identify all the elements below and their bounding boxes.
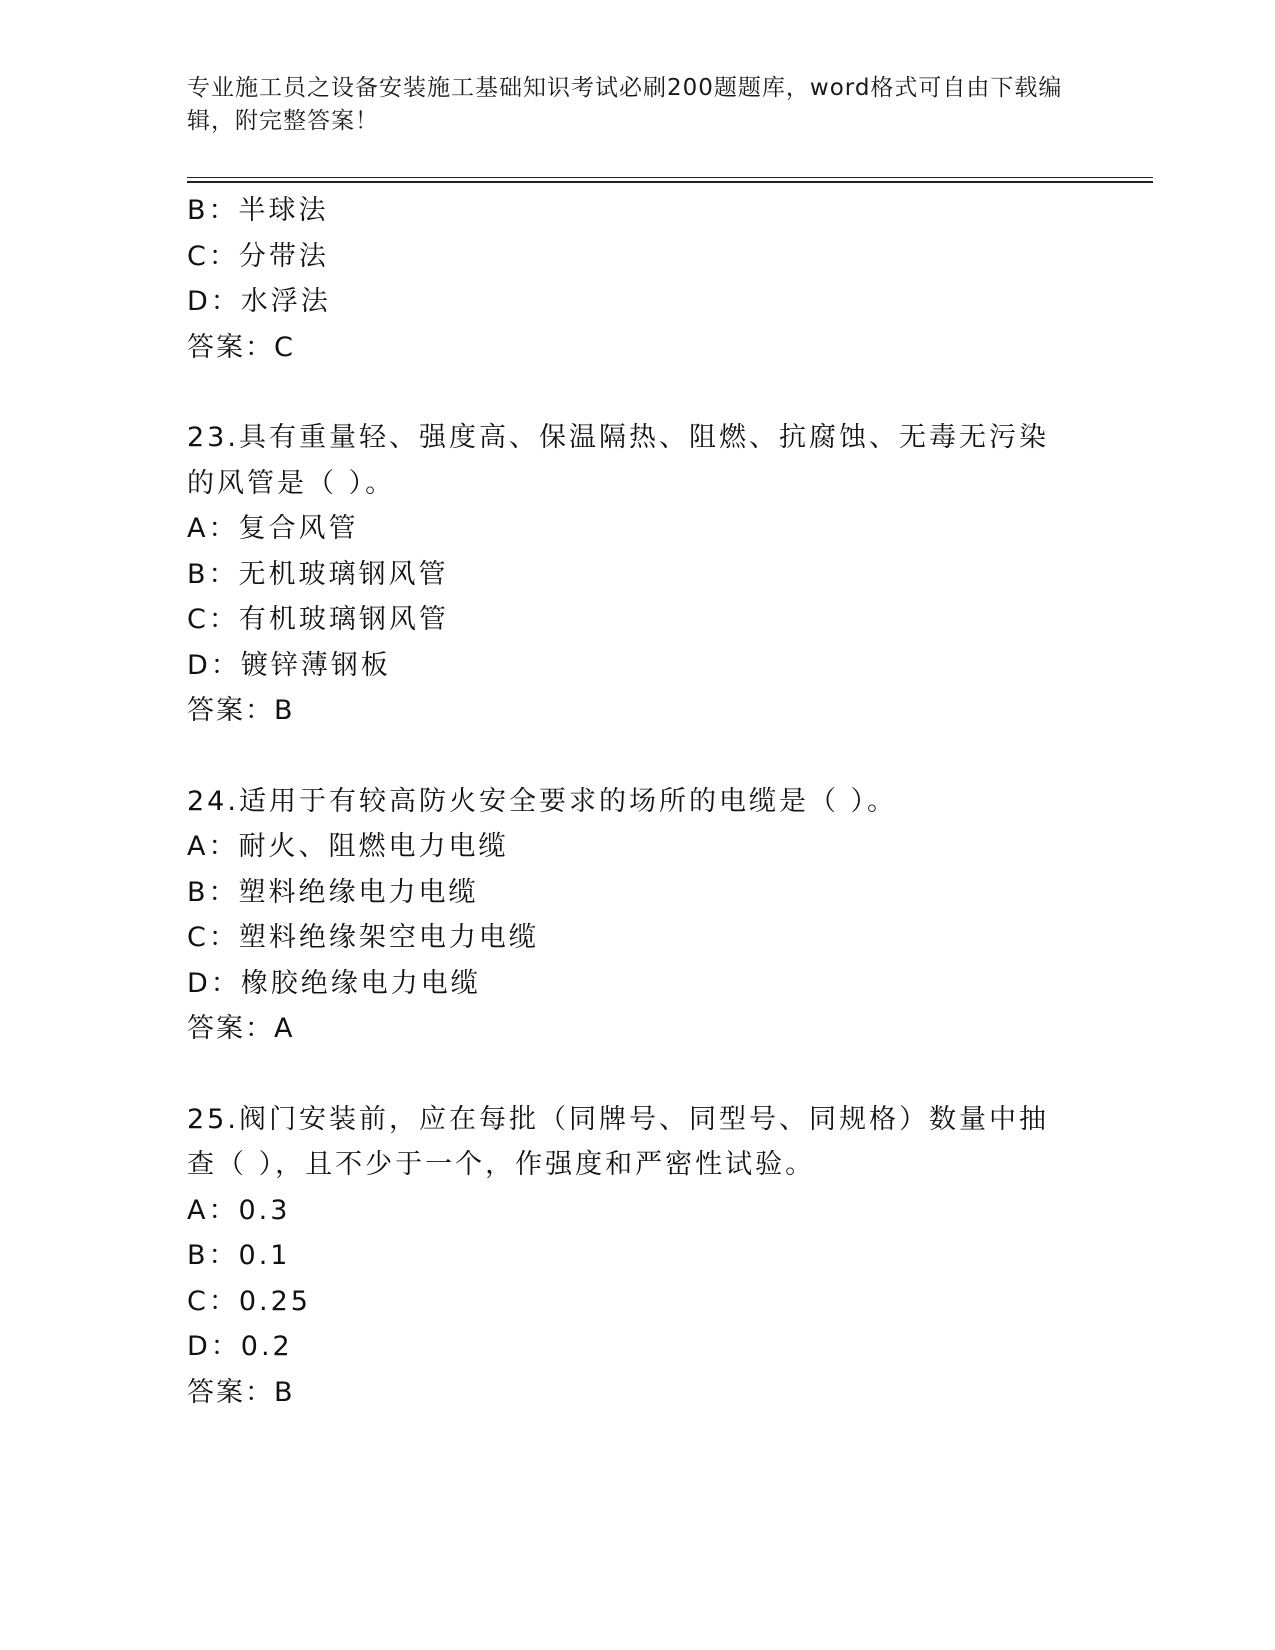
option-c: C：0.25: [187, 1285, 311, 1317]
option-a: A：复合风管: [187, 513, 359, 544]
question-24: [187, 779, 1087, 1052]
answer: 答案：B: [187, 695, 295, 726]
option-c: C：分带法: [187, 240, 329, 272]
spacer: [187, 1052, 1087, 1097]
question-text: 24.适用于有较高防火安全要求的场所的电缆是（ ）。: [187, 785, 898, 817]
option-d: D：水浮法: [187, 286, 331, 317]
question-text: 23.具有重量轻、强度高、保温隔热、阻燃、抗腐蚀、无毒无污染的风管是（ ）。: [187, 422, 1049, 499]
option-d: D：镀锌薄钢板: [187, 649, 391, 681]
header-divider-thick: [187, 181, 1153, 183]
option-b: B：0.1: [187, 1240, 291, 1271]
option-d: D：橡胶绝缘电力电缆: [187, 967, 481, 999]
option-a: A：0.3: [187, 1194, 291, 1226]
spacer: [187, 734, 1087, 779]
document-header: 专业施工员之设备安装施工基础知识考试必刷200题题库，word格式可自由下载编辑，附完整答案！: [187, 75, 1063, 134]
option-b: B：半球法: [187, 195, 329, 226]
question-23: [187, 415, 1087, 734]
answer: 答案：C: [187, 331, 295, 363]
option-b: B：塑料绝缘电力电缆: [187, 876, 479, 908]
option-c: C：塑料绝缘架空电力电缆: [187, 922, 539, 953]
answer: 答案：B: [187, 1376, 295, 1408]
answer: 答案：A: [187, 1013, 295, 1044]
option-d: D：0.2: [187, 1331, 293, 1362]
header-divider-thin: [187, 177, 1153, 178]
question-content: [187, 188, 1087, 1415]
option-b: B：无机玻璃钢风管: [187, 558, 449, 590]
partial-question: [187, 188, 1087, 370]
spacer: [187, 370, 1087, 415]
option-a: A：耐火、阻燃电力电缆: [187, 831, 509, 862]
question-25: [187, 1097, 1087, 1416]
option-c: C：有机玻璃钢风管: [187, 604, 449, 635]
question-text: 25.阀门安装前，应在每批（同牌号、同型号、同规格）数量中抽查（ ），且不少于一个，作强度和严密性试验。: [187, 1103, 1049, 1180]
